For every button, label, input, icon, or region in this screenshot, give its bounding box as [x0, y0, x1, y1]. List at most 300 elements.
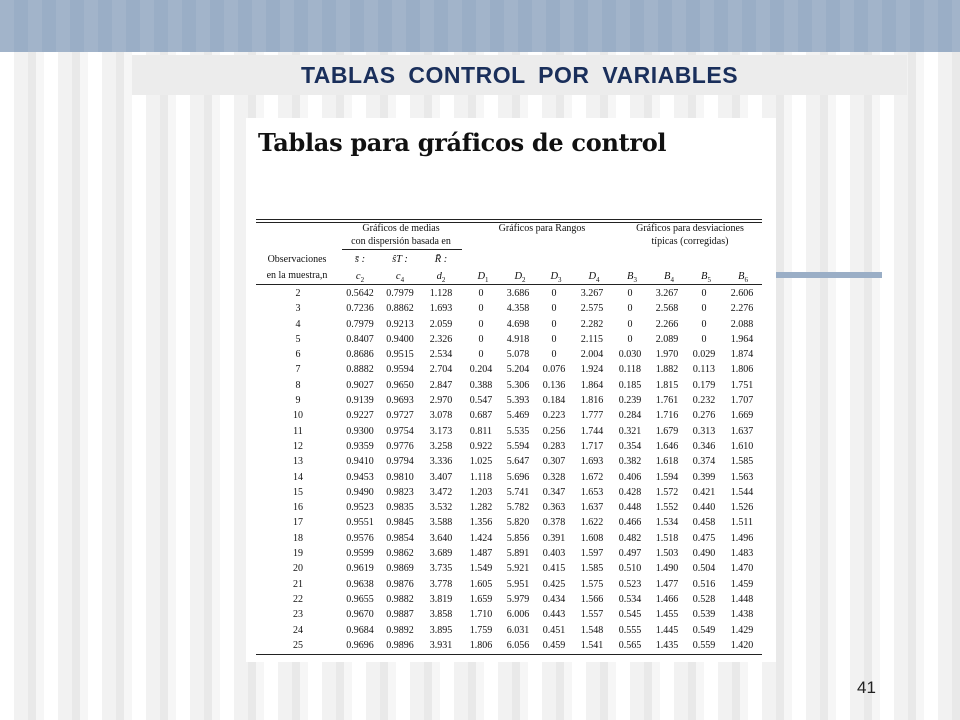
- row-n-cell: 7: [295, 364, 301, 376]
- table-cell: 0.5642: [346, 288, 374, 299]
- table-cell: 0.313: [692, 425, 716, 437]
- table-cell: 5.951: [506, 578, 530, 590]
- table-cell: 1.717: [580, 440, 604, 452]
- table-cell: 1.924: [580, 364, 604, 376]
- table-cell: 0.440: [692, 502, 716, 514]
- table-cell: 0.256: [542, 425, 566, 437]
- group-medias-line1: Gráficos de medias: [362, 223, 440, 234]
- row-n-cell: 25: [293, 639, 303, 651]
- table-cell: 0.9869: [386, 563, 414, 575]
- table-cell: 1.594: [655, 471, 679, 483]
- table-row: [256, 332, 762, 347]
- row-n-cell: 22: [293, 593, 303, 605]
- table-cell: 0.534: [618, 593, 642, 605]
- table-cell: 0.922: [469, 440, 493, 452]
- table-cell: 2.059: [429, 318, 453, 330]
- col-header-B5: $B_5$: [701, 271, 711, 285]
- table-cell: 1.585: [730, 456, 754, 468]
- table-cell: 0: [701, 288, 707, 299]
- table-cell: 1.759: [469, 624, 493, 636]
- medias-underline: [342, 249, 462, 250]
- table-cell: 3.588: [429, 517, 453, 529]
- table-cell: 0: [627, 288, 633, 299]
- table-cell: 2.847: [429, 379, 453, 391]
- table-cell: 1.693: [429, 303, 453, 315]
- table-cell: 1.970: [655, 349, 679, 361]
- table-cell: 0.363: [542, 502, 566, 514]
- table-cell: 0.223: [542, 410, 566, 422]
- table-cell: 5.979: [506, 593, 530, 605]
- table-cell: 1.477: [655, 578, 679, 590]
- table-cell: 0.346: [692, 440, 716, 452]
- col-header-D2: $D_2$: [514, 271, 526, 285]
- table-cell: 0.539: [692, 609, 716, 621]
- table-cell: 0.510: [618, 563, 642, 575]
- table-cell: 0: [478, 349, 484, 361]
- table-cell: 0: [551, 333, 557, 345]
- table-cell: 0: [551, 318, 557, 330]
- row-n-cell: 10: [293, 410, 303, 422]
- table-cell: 1.761: [655, 395, 679, 407]
- group-medias-line2: con dispersión basada en: [351, 236, 451, 247]
- table-cell: 6.031: [506, 624, 530, 636]
- table-cell: 0.239: [618, 395, 642, 407]
- row-n-cell: 18: [293, 532, 303, 544]
- table-row: [256, 286, 762, 301]
- table-cell: 1.605: [469, 578, 493, 590]
- table-cell: 1.429: [730, 624, 754, 636]
- table-cell: 0.378: [542, 517, 566, 529]
- table-cell: 1.777: [580, 410, 604, 422]
- table-cell: 0: [701, 303, 707, 315]
- table-cell: 1.816: [580, 395, 604, 407]
- table-cell: 1.483: [730, 548, 754, 560]
- table-row: [256, 301, 762, 316]
- col-header-D4: $D_4$: [588, 271, 600, 285]
- col-header-B4: $B_4$: [664, 271, 674, 285]
- table-cell: 1.549: [469, 563, 493, 575]
- table-cell: 1.552: [655, 502, 679, 514]
- table-cell: 3.173: [429, 425, 453, 437]
- basis-r: R̄ :: [434, 254, 448, 265]
- table-row: [256, 378, 762, 393]
- table-cell: 0.283: [542, 440, 566, 452]
- row-n-cell: 23: [293, 609, 303, 621]
- table-cell: 0.9754: [386, 425, 414, 437]
- table-cell: 0.391: [542, 532, 566, 544]
- table-cell: 5.647: [506, 456, 530, 468]
- table-cell: 0.8686: [346, 349, 374, 361]
- table-row: [256, 607, 762, 622]
- table-cell: 0: [478, 288, 484, 299]
- table-cell: 1.707: [730, 395, 754, 407]
- table-cell: 0.523: [618, 578, 642, 590]
- table-cell: 0: [478, 318, 484, 330]
- table-cell: 0.497: [618, 548, 642, 560]
- table-cell: 0.136: [542, 379, 566, 391]
- table-cell: 0.475: [692, 532, 716, 544]
- table-row: [256, 623, 762, 638]
- table-cell: 0.9693: [386, 395, 414, 407]
- table-cell: 2.704: [429, 364, 453, 376]
- row-n-cell: 2: [295, 288, 301, 299]
- table-cell: 1.534: [655, 517, 679, 529]
- table-cell: 1.716: [655, 410, 679, 422]
- table-cell: 2.115: [580, 333, 604, 345]
- table-cell: 5.856: [506, 532, 530, 544]
- table-cell: 0.459: [542, 639, 566, 651]
- table-cell: 5.393: [506, 395, 530, 407]
- table-cell: 5.078: [506, 349, 530, 361]
- table-cell: 1.710: [469, 609, 493, 621]
- table-cell: 0.9794: [386, 456, 414, 468]
- table-cell: 2.575: [580, 303, 604, 315]
- table-cell: 0.421: [692, 486, 716, 498]
- table-cell: 0: [627, 318, 633, 330]
- table-cell: 6.006: [506, 609, 530, 621]
- table-cell: 0.9400: [386, 333, 414, 345]
- table-cell: 0.9410: [346, 456, 374, 468]
- table-cell: 1.882: [655, 364, 679, 376]
- table-cell: 3.078: [429, 410, 453, 422]
- table-cell: 1.622: [580, 517, 604, 529]
- table-row: [256, 362, 762, 377]
- table-cell: 2.266: [655, 318, 679, 330]
- table-cell: 0.9551: [346, 517, 374, 529]
- table-cell: 0: [551, 349, 557, 361]
- table-cell: 0.555: [618, 624, 642, 636]
- table-cell: 4.918: [506, 333, 530, 345]
- col-header-D3: $D_3$: [550, 271, 562, 285]
- row-n-cell: 20: [293, 563, 303, 575]
- table-cell: 0.9887: [386, 609, 414, 621]
- table-cell: 0.9896: [386, 639, 414, 651]
- table-cell: 1.548: [580, 624, 604, 636]
- table-cell: 0.403: [542, 548, 566, 560]
- table-cell: 2.088: [730, 318, 754, 330]
- col-header-D1: $D_1$: [477, 271, 489, 285]
- table-cell: 0.179: [692, 379, 716, 391]
- table-cell: 3.267: [655, 288, 679, 299]
- table-cell: 0: [627, 303, 633, 315]
- table-cell: 1.572: [655, 486, 679, 498]
- table-cell: 0.9576: [346, 532, 374, 544]
- table-row: [256, 515, 762, 530]
- table-cell: 0.030: [618, 349, 642, 361]
- table-cell: 1.511: [730, 517, 754, 529]
- table-cell: 5.782: [506, 502, 530, 514]
- table-cell: 0.9655: [346, 593, 374, 605]
- table-cell: 3.778: [429, 578, 453, 590]
- table-cell: 2.004: [580, 349, 604, 361]
- table-cell: 1.544: [730, 486, 754, 498]
- table-cell: 0.9515: [386, 349, 414, 361]
- table-cell: 5.696: [506, 471, 530, 483]
- table-cell: 0: [701, 333, 707, 345]
- table-row: [256, 454, 762, 469]
- table-cell: 0: [627, 333, 633, 345]
- table-cell: 0.113: [692, 364, 716, 376]
- accent-line: [772, 272, 882, 278]
- table-cell: 0.232: [692, 395, 716, 407]
- row-n-cell: 11: [293, 425, 303, 437]
- table-cell: 1.503: [655, 548, 679, 560]
- table-cell: 0.549: [692, 624, 716, 636]
- table-cell: 0.284: [618, 410, 642, 422]
- table-cell: 3.689: [429, 548, 453, 560]
- table-cell: 1.448: [730, 593, 754, 605]
- table-cell: 1.541: [580, 639, 604, 651]
- table-cell: 0.545: [618, 609, 642, 621]
- table-cell: 1.646: [655, 440, 679, 452]
- table-cell: 0.9696: [346, 639, 374, 651]
- table-cell: 0.9599: [346, 548, 374, 560]
- table-cell: 0.559: [692, 639, 716, 651]
- table-cell: 0.528: [692, 593, 716, 605]
- table-row: [256, 577, 762, 592]
- table-cell: 0.451: [542, 624, 566, 636]
- scanned-table-image: [246, 118, 776, 662]
- col-header-c2: $c_2$: [355, 271, 365, 285]
- bottom-rule: [256, 654, 762, 655]
- table-cell: 0.9670: [346, 609, 374, 621]
- table-cell: 1.435: [655, 639, 679, 651]
- table-cell: 0.9835: [386, 502, 414, 514]
- table-cell: 1.466: [655, 593, 679, 605]
- table-cell: 0.516: [692, 578, 716, 590]
- table-cell: 0.425: [542, 578, 566, 590]
- group-desviaciones-line2: típicas (corregidas): [651, 236, 729, 247]
- basis-st: ŝT :: [392, 254, 408, 265]
- table-cell: 2.970: [429, 395, 453, 407]
- table-row: [256, 500, 762, 515]
- table-cell: 0.687: [469, 410, 493, 422]
- table-cell: 0.490: [692, 548, 716, 560]
- row-n-cell: 24: [293, 624, 303, 636]
- table-cell: 1.659: [469, 593, 493, 605]
- col-header-d2: $d_2$: [436, 271, 446, 285]
- row-header-line2: en la muestra,n: [266, 270, 328, 281]
- table-row: [256, 546, 762, 561]
- table-row: [256, 470, 762, 485]
- table-cell: 0.388: [469, 379, 493, 391]
- row-n-cell: 13: [293, 456, 303, 468]
- col-header-B6: $B_6$: [738, 271, 748, 285]
- table-cell: 3.858: [429, 609, 453, 621]
- table-cell: 5.820: [506, 517, 530, 529]
- table-cell: 0.9490: [346, 486, 374, 498]
- table-cell: 0.9619: [346, 563, 374, 575]
- table-cell: 0.443: [542, 609, 566, 621]
- table-row: [256, 393, 762, 408]
- table-cell: 3.735: [429, 563, 453, 575]
- table-cell: 2.282: [580, 318, 604, 330]
- table-cell: 0.118: [618, 364, 642, 376]
- row-n-cell: 5: [295, 333, 301, 345]
- table-cell: 1.566: [580, 593, 604, 605]
- table-cell: 1.874: [730, 349, 754, 361]
- table-cell: 3.895: [429, 624, 453, 636]
- table-cell: 0.9882: [386, 593, 414, 605]
- row-n-cell: 17: [293, 517, 303, 529]
- table-cell: 0.8862: [386, 303, 414, 315]
- table-cell: 0.9027: [346, 379, 374, 391]
- table-cell: 0.321: [618, 425, 642, 437]
- table-cell: 1.744: [580, 425, 604, 437]
- row-n-cell: 16: [293, 502, 303, 514]
- table-cell: 0.382: [618, 456, 642, 468]
- slide-title: TABLAS CONTROL POR VARIABLES: [300, 62, 739, 88]
- table-cell: 1.618: [655, 456, 679, 468]
- header-bottom-rule: [256, 284, 762, 285]
- table-cell: 3.931: [429, 639, 453, 651]
- table-cell: 0.9594: [386, 364, 414, 376]
- table-cell: 0.307: [542, 456, 566, 468]
- table-cell: 0.9892: [386, 624, 414, 636]
- table-cell: 0.9139: [346, 395, 374, 407]
- table-cell: 0: [478, 333, 484, 345]
- table-cell: 5.306: [506, 379, 530, 391]
- table-cell: 4.358: [506, 303, 530, 315]
- table-cell: 1.653: [580, 486, 604, 498]
- table-cell: 2.276: [730, 303, 754, 315]
- table-cell: 0: [551, 288, 557, 299]
- table-cell: 1.672: [580, 471, 604, 483]
- table-cell: 1.496: [730, 532, 754, 544]
- row-n-cell: 3: [295, 303, 301, 315]
- table-cell: 0.9359: [346, 440, 374, 452]
- table-cell: 0.9300: [346, 425, 374, 437]
- table-cell: 1.806: [730, 364, 754, 376]
- row-header-line1: Observaciones: [267, 254, 327, 265]
- table-cell: 1.637: [730, 425, 754, 437]
- table-cell: 3.532: [429, 502, 453, 514]
- table-cell: 0.434: [542, 593, 566, 605]
- table-cell: 1.445: [655, 624, 679, 636]
- table-cell: 0.9684: [346, 624, 374, 636]
- table-cell: 0.9776: [386, 440, 414, 452]
- table-cell: 0.9862: [386, 548, 414, 560]
- table-cell: 0: [551, 303, 557, 315]
- table-cell: 0.482: [618, 532, 642, 544]
- table-cell: 0.184: [542, 395, 566, 407]
- table-row: [256, 408, 762, 423]
- table-cell: 3.336: [429, 456, 453, 468]
- group-rangos: Gráficos para Rangos: [498, 223, 586, 234]
- table-cell: 0.276: [692, 410, 716, 422]
- table-cell: 1.526: [730, 502, 754, 514]
- row-n-cell: 8: [295, 379, 301, 391]
- table-cell: 1.203: [469, 486, 493, 498]
- table-cell: 0.029: [692, 349, 716, 361]
- table-cell: 1.356: [469, 517, 493, 529]
- table-cell: 0: [478, 303, 484, 315]
- table-cell: 0.448: [618, 502, 642, 514]
- table-cell: 1.964: [730, 333, 754, 345]
- row-n-cell: 12: [293, 440, 303, 452]
- table-cell: 1.487: [469, 548, 493, 560]
- table-cell: 0.406: [618, 471, 642, 483]
- table-cell: 1.557: [580, 609, 604, 621]
- table-row: [256, 531, 762, 546]
- table-cell: 0.076: [542, 364, 566, 376]
- row-n-cell: 14: [293, 471, 303, 483]
- table-cell: 0.9727: [386, 410, 414, 422]
- table-cell: 5.891: [506, 548, 530, 560]
- table-cell: 0.415: [542, 563, 566, 575]
- table-cell: 5.741: [506, 486, 530, 498]
- table-cell: 1.669: [730, 410, 754, 422]
- table-cell: 0.7979: [346, 318, 374, 330]
- table-cell: 1.597: [580, 548, 604, 560]
- table-cell: 0.9650: [386, 379, 414, 391]
- table-cell: 1.118: [469, 471, 493, 483]
- table-cell: 3.472: [429, 486, 453, 498]
- table-cell: 1.610: [730, 440, 754, 452]
- table-cell: 1.282: [469, 502, 493, 514]
- table-cell: 0.466: [618, 517, 642, 529]
- table-cell: 0: [701, 318, 707, 330]
- row-n-cell: 15: [293, 486, 303, 498]
- table-cell: 2.326: [429, 333, 453, 345]
- table-cell: 1.490: [655, 563, 679, 575]
- table-row: [256, 347, 762, 362]
- table-cell: 1.128: [429, 288, 453, 299]
- table-cell: 1.025: [469, 456, 493, 468]
- table-cell: 0.9876: [386, 578, 414, 590]
- document-title: Tablas para gráficos de control: [258, 128, 667, 157]
- table-cell: 0.7979: [386, 288, 414, 299]
- top-decor-band: [0, 0, 960, 52]
- table-cell: 1.637: [580, 502, 604, 514]
- table-cell: 0.374: [692, 456, 716, 468]
- table-cell: 0.185: [618, 379, 642, 391]
- table-cell: 0.354: [618, 440, 642, 452]
- table-cell: 1.470: [730, 563, 754, 575]
- table-cell: 2.568: [655, 303, 679, 315]
- table-cell: 1.420: [730, 639, 754, 651]
- table-cell: 0.8407: [346, 333, 374, 345]
- table-cell: 0.428: [618, 486, 642, 498]
- table-cell: 2.089: [655, 333, 679, 345]
- table-cell: 1.459: [730, 578, 754, 590]
- table-cell: 0.8882: [346, 364, 374, 376]
- table-cell: 5.921: [506, 563, 530, 575]
- table-cell: 3.640: [429, 532, 453, 544]
- table-cell: 2.534: [429, 349, 453, 361]
- table-cell: 0.504: [692, 563, 716, 575]
- row-n-cell: 6: [295, 349, 301, 361]
- group-desviaciones-line1: Gráficos para desviaciones: [636, 223, 744, 234]
- top-rule: [256, 219, 762, 220]
- table-cell: 0.7236: [346, 303, 374, 315]
- table-cell: 0.399: [692, 471, 716, 483]
- table-row: [256, 485, 762, 500]
- table-cell: 1.679: [655, 425, 679, 437]
- table-cell: 4.698: [506, 318, 530, 330]
- row-n-cell: 19: [293, 548, 303, 560]
- row-n-cell: 4: [295, 318, 301, 330]
- basis-s: s̄ :: [354, 254, 366, 265]
- table-cell: 0.328: [542, 471, 566, 483]
- table-row: [256, 561, 762, 576]
- table-row: [256, 424, 762, 439]
- table-cell: 2.606: [730, 288, 754, 299]
- table-cell: 0.204: [469, 364, 493, 376]
- table-cell: 0.9213: [386, 318, 414, 330]
- table-cell: 3.686: [506, 288, 530, 299]
- table-cell: 1.518: [655, 532, 679, 544]
